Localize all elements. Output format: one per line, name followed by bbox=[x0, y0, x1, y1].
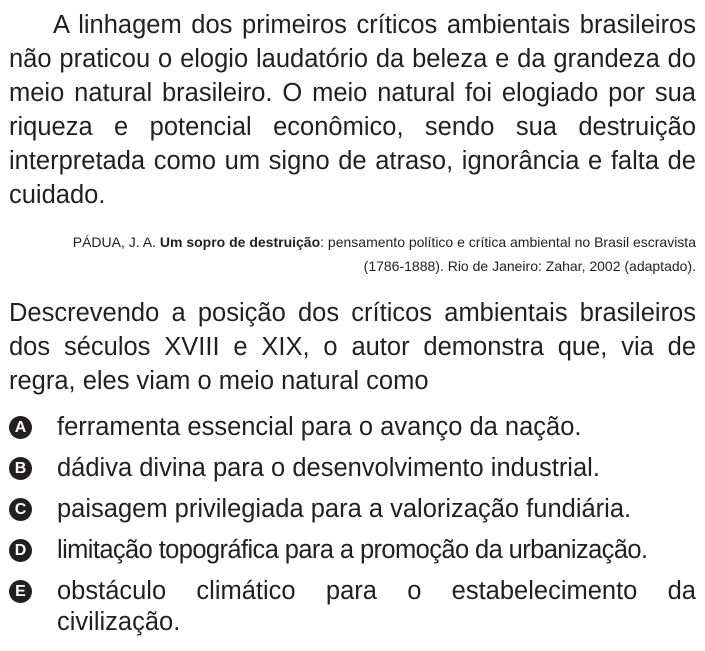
passage-text: A linhagem dos primeiros críticos ambientais brasileiros não praticou o elogio laudatório da beleza e da grandeza do meio natural brasileiro. O meio natural foi elogiado por sua riqueza e potencial econômico, sendo sua destruição interpretada como um signo de atraso, ignorância e falta de cuidado. bbox=[9, 11, 696, 209]
option-a-text: ferramenta essencial para o avanço da nação. bbox=[57, 413, 582, 441]
option-c[interactable] bbox=[9, 494, 696, 525]
citation-title: Um sopro de destruição bbox=[159, 234, 321, 250]
citation-author: PÁDUA, J. A. bbox=[72, 234, 160, 250]
option-b[interactable] bbox=[9, 453, 696, 484]
answer-options bbox=[9, 412, 696, 648]
option-b-text: dádiva divina para o desenvolvimento industrial. bbox=[57, 454, 600, 482]
option-e[interactable] bbox=[9, 576, 696, 638]
option-b-letter-badge: B bbox=[9, 457, 32, 480]
question-stem: Descrevendo a posição dos críticos ambientais brasileiros dos séculos XVIII e XIX, o autor demonstra que, via de regra, eles viam o meio natural como bbox=[9, 299, 696, 395]
option-a[interactable] bbox=[9, 412, 696, 443]
option-c-letter-badge: C bbox=[9, 498, 32, 521]
option-d-text: limitação topográfica para a promoção da urbanização. bbox=[57, 536, 648, 564]
option-e-text: obstáculo climático para o estabelecimento da civilização. bbox=[57, 577, 696, 636]
option-d-letter-badge: D bbox=[9, 539, 32, 562]
option-a-letter-badge: A bbox=[9, 416, 32, 439]
option-c-text: paisagem privilegiada para a valorização fundiária. bbox=[57, 495, 632, 523]
option-e-letter-badge: E bbox=[9, 580, 32, 603]
citation-details: : pensamento político e crítica ambiental no Brasil escravista (1786-1888). Rio de Janeiro: Zahar, 2002 (adaptado). bbox=[320, 234, 696, 274]
citation bbox=[60, 230, 696, 278]
option-d[interactable] bbox=[9, 535, 696, 566]
